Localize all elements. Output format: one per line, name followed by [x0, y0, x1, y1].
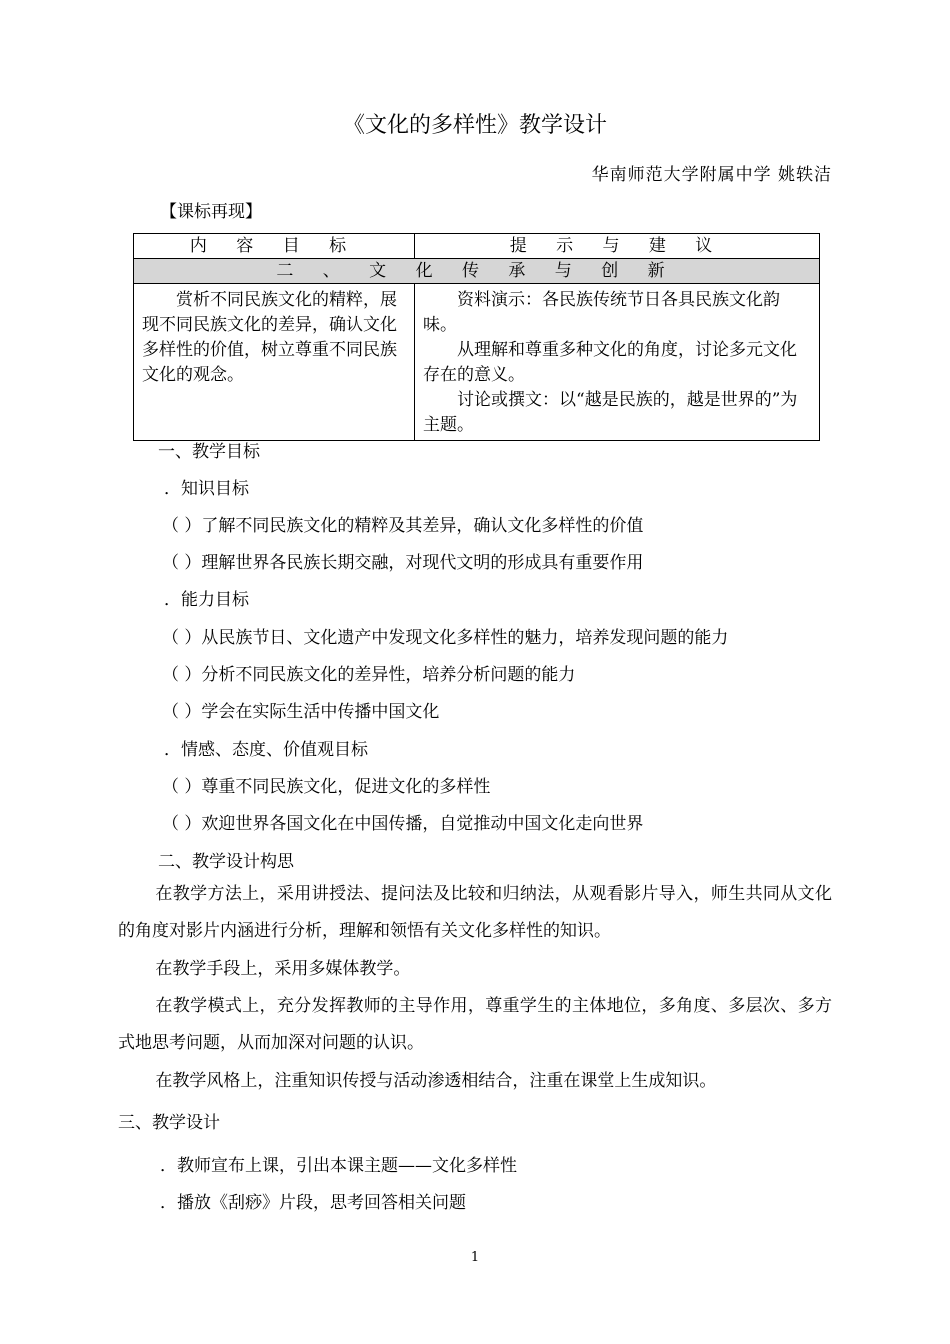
document-title: 《文化的多样性》教学设计 [342, 113, 607, 138]
content-goals-cell [134, 284, 415, 441]
heading-teaching-goals: 一、教学目标 [158, 442, 260, 462]
suggestion-item: 讨论或撰文：以“越是民族的，越是世界的”为主题。 [423, 390, 798, 435]
heading-knowledge-goals: ．知识目标 [164, 479, 249, 499]
list-item: （ ）欢迎世界各国文化在中国传播，自觉推动中国文化走向世界 [162, 814, 644, 834]
header-suggestions: 提 示 与 建 议 [415, 234, 820, 259]
paragraph: 在教学方法上，采用讲授法、提问法及比较和归纳法，从观看影片导入，师生共同从文化的角度对影片内涵进行分析，理解和领悟有关文化多样性的知识。 [118, 884, 832, 941]
table-subheader-row [134, 259, 820, 284]
author-line: 华南师范大学附属中学 姚轶洁 [591, 165, 832, 185]
heading-ability-goals: ．能力目标 [164, 590, 249, 610]
list-item: （ ）从民族节日、文化遗产中发现文化多样性的魅力，培养发现问题的能力 [162, 628, 729, 648]
list-item: （ ）学会在实际生活中传播中国文化 [162, 702, 440, 722]
list-item: ．教师宣布上课，引出本课主题——文化多样性 [160, 1156, 517, 1176]
paragraph: 在教学风格上，注重知识传授与活动渗透相结合，注重在课堂上生成知识。 [155, 1071, 717, 1091]
curriculum-table [133, 233, 820, 441]
list-item: （ ）理解世界各民族长期交融，对现代文明的形成具有重要作用 [162, 553, 644, 573]
section-label-curriculum: 【课标再现】 [160, 202, 262, 222]
page-number: 1 [470, 1250, 480, 1265]
list-item: （ ）尊重不同民族文化，促进文化的多样性 [162, 777, 491, 797]
content-goals-text: 赏析不同民族文化的精粹，展现不同民族文化的差异，确认文化多样性的价值，树立尊重不同民族文化的观念。 [142, 290, 397, 385]
heading-teaching-design: 三、教学设计 [118, 1113, 220, 1133]
heading-emotion-goals: ．情感、态度、价值观目标 [164, 740, 368, 760]
table-row [134, 284, 820, 441]
suggestion-item: 资料演示：各民族传统节日各具民族文化韵味。 [423, 290, 780, 335]
table-header-row [134, 234, 820, 259]
suggestion-item: 从理解和尊重多种文化的角度，讨论多元文化存在的意义。 [423, 340, 797, 385]
paragraph: 在教学模式上，充分发挥教师的主导作用，尊重学生的主体地位，多角度、多层次、多方式地思考问题，从而加深对问题的认识。 [118, 996, 832, 1053]
list-item: （ ）分析不同民族文化的差异性，培养分析问题的能力 [162, 665, 576, 685]
list-item: （ ）了解不同民族文化的精粹及其差异，确认文化多样性的价值 [162, 516, 644, 536]
header-content-goals: 内 容 目 标 [134, 234, 415, 259]
suggestions-cell [415, 284, 820, 441]
heading-design-concept: 二、教学设计构思 [158, 852, 294, 872]
list-item: ．播放《刮痧》片段，思考回答相关问题 [160, 1193, 466, 1213]
subheader-culture-inheritance: 二 、 文 化 传 承 与 创 新 [134, 259, 820, 284]
paragraph: 在教学手段上，采用多媒体教学。 [155, 959, 411, 979]
